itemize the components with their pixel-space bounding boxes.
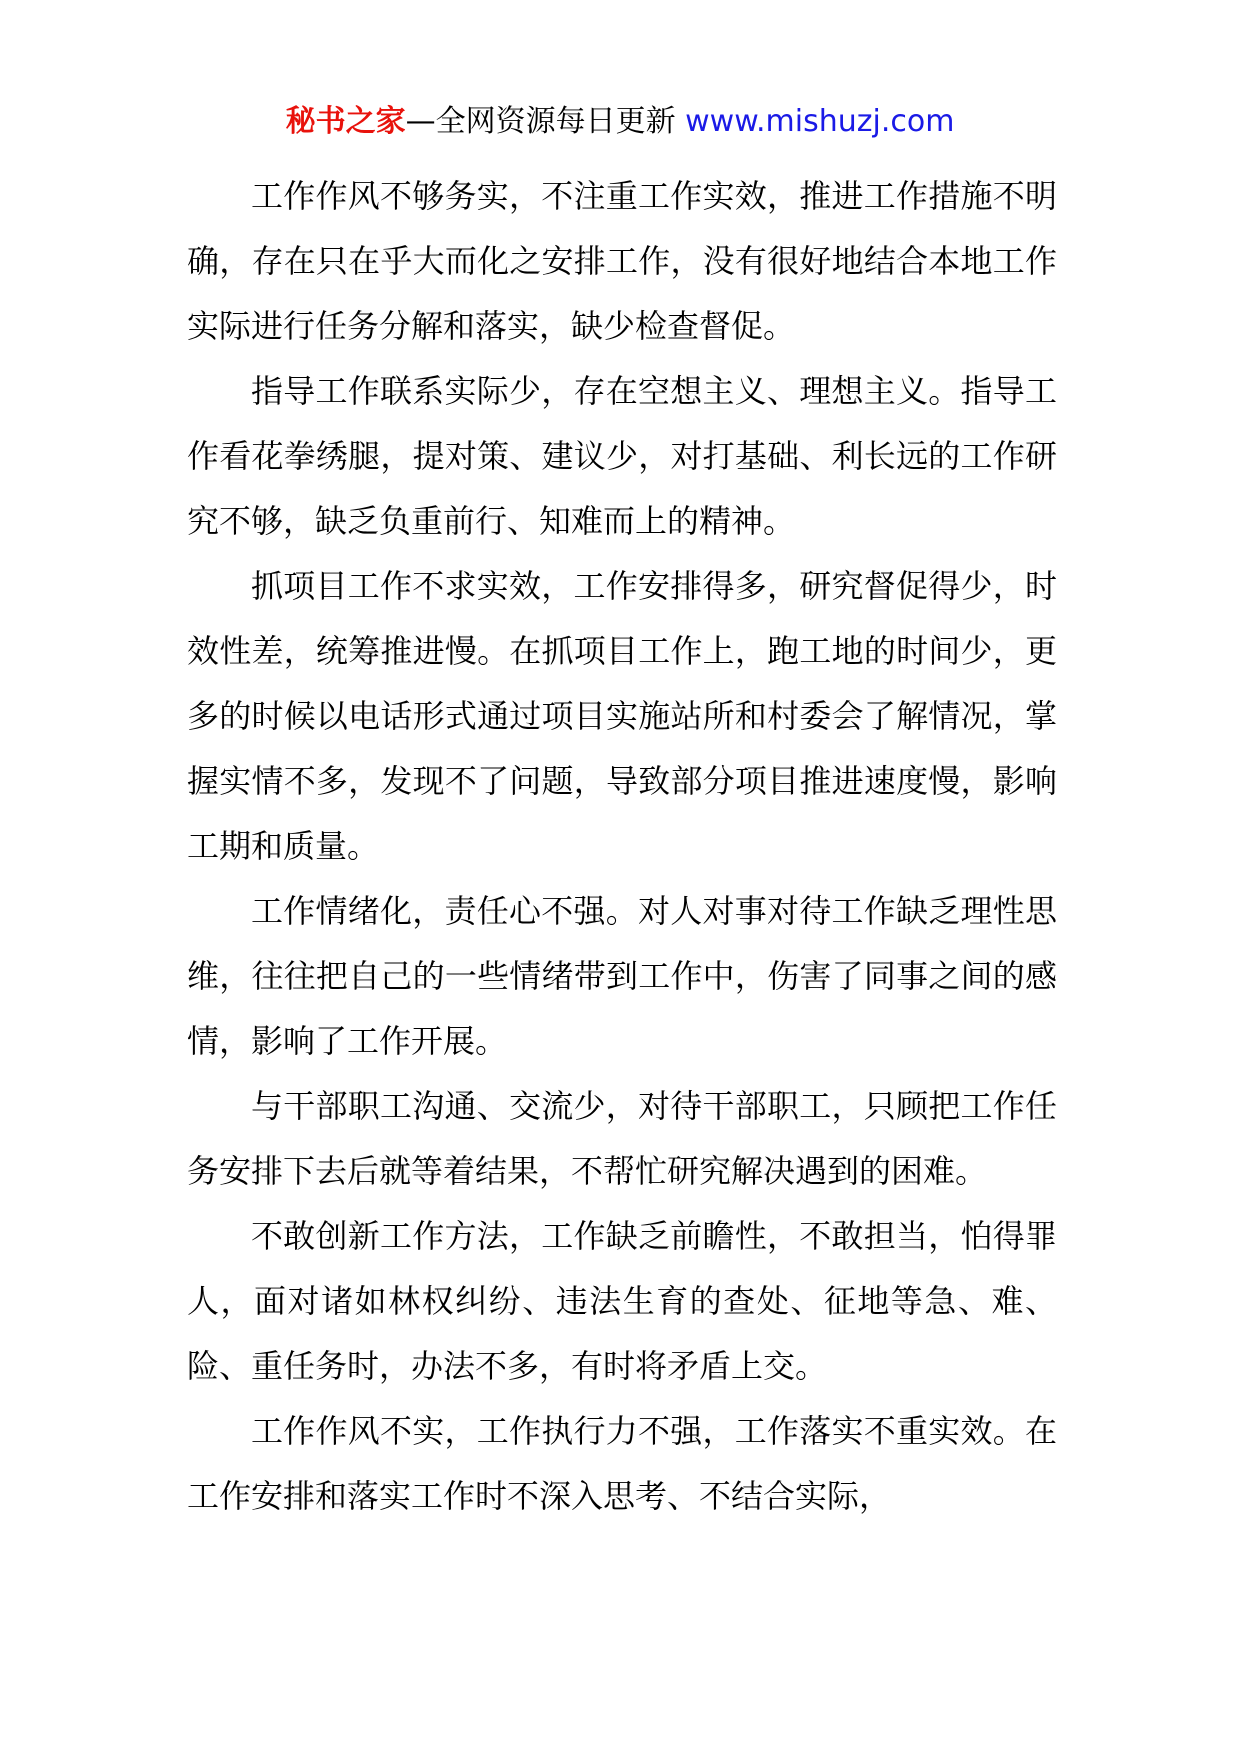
paragraph: 工作作风不实，工作执行力不强，工作落实不重实效。在工作安排和落实工作时不深入思考、不结合实际， <box>187 1412 1057 1515</box>
paragraph: 与干部职工沟通、交流少，对待干部职工，只顾把工作任务安排下去后就等着结果，不帮忙研究解决遇到的困难。 <box>187 1087 1057 1190</box>
document-body <box>187 164 1057 1529</box>
paragraph: 抓项目工作不求实效，工作安排得多，研究督促得少，时效性差，统筹推进慢。在抓项目工作上，跑工地的时间少，更多的时候以电话形式通过项目实施站所和村委会了解情况，掌握实情不多，发现不了问题，导致部分项目推进速度慢，影响工期和质量。 <box>187 567 1057 865</box>
site-url-link[interactable]: www.mishuzj.com <box>685 104 955 139</box>
paragraph: 工作情绪化，责任心不强。对人对事对待工作缺乏理性思维，往往把自己的一些情绪带到工作中，伤害了同事之间的感情，影响了工作开展。 <box>187 892 1057 1060</box>
paragraph: 不敢创新工作方法，工作缺乏前瞻性，不敢担当，怕得罪人，面对诸如林权纠纷、违法生育的查处、征地等急、难、险、重任务时，办法不多，有时将矛盾上交。 <box>187 1217 1057 1385</box>
paragraph: 指导工作联系实际少，存在空想主义、理想主义。指导工作看花拳绣腿，提对策、建议少，对打基础、利长远的工作研究不够，缺乏负重前行、知难而上的精神。 <box>187 372 1057 540</box>
brand-name: 秘书之家 <box>285 104 406 139</box>
page-header <box>0 100 1240 144</box>
paragraph: 工作作风不够务实，不注重工作实效，推进工作措施不明确，存在只在乎大而化之安排工作，没有很好地结合本地工作实际进行任务分解和落实，缺少检查督促。 <box>187 177 1057 345</box>
header-tagline: —全网资源每日更新 <box>405 104 686 139</box>
